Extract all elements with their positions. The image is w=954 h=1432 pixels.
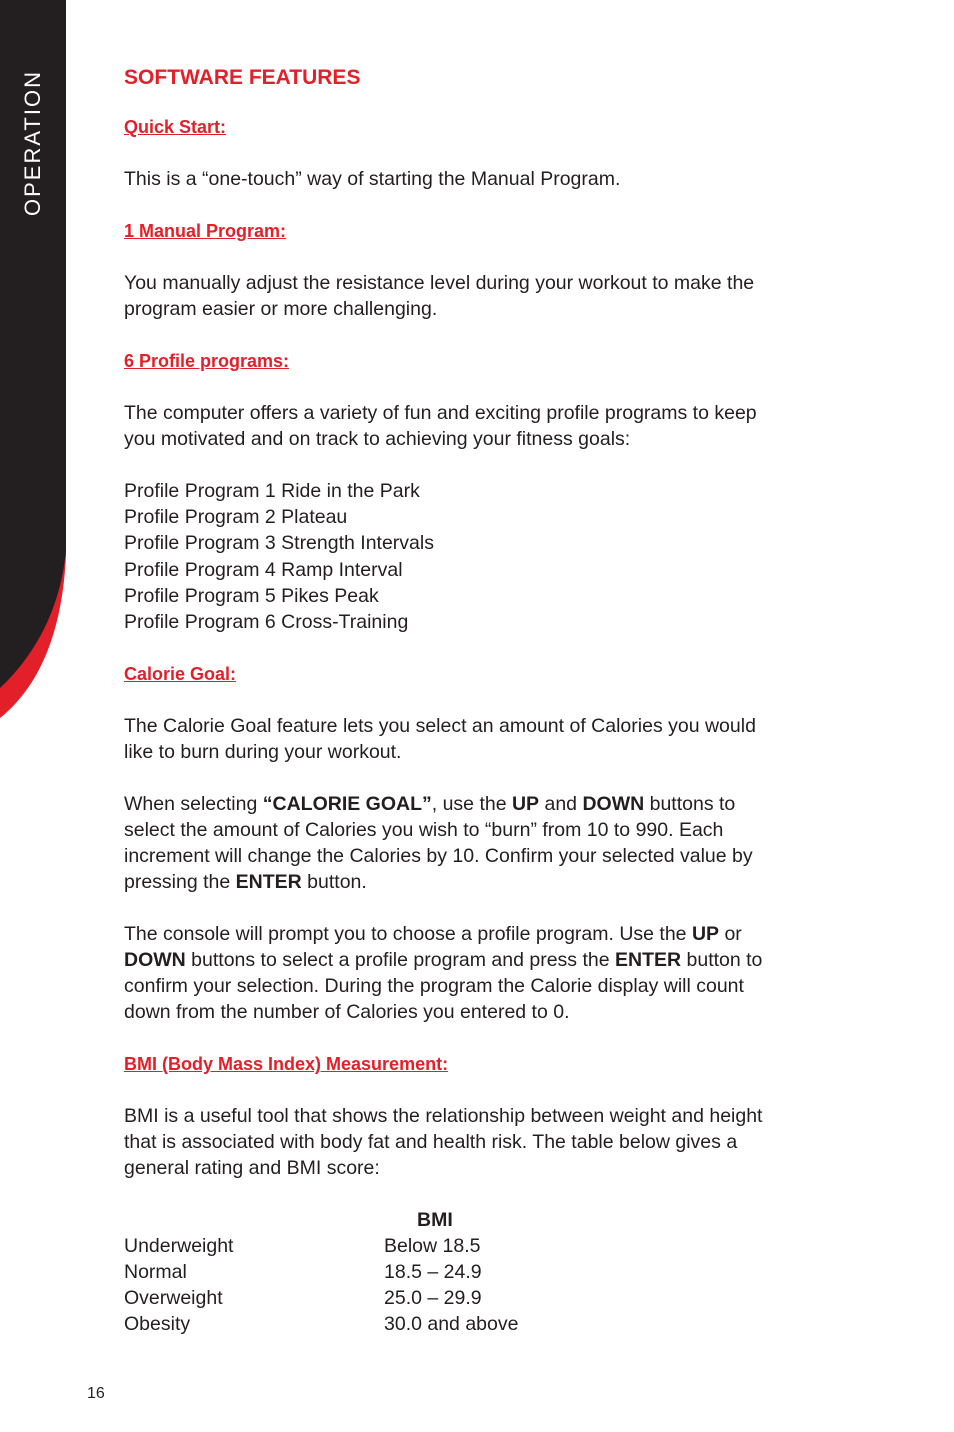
enter-button-term: ENTER xyxy=(235,871,302,894)
profile-programs-text xyxy=(124,400,864,452)
profile-program-list xyxy=(124,478,864,635)
bmi-value: 25.0 – 29.9 xyxy=(384,1287,482,1310)
calorie-goal-term: “CALORIE GOAL” xyxy=(262,793,432,816)
text-run: buttons to select a profile program and press the xyxy=(185,949,615,972)
bmi-line: that is associated with body fat and health risk. The table below gives a xyxy=(124,1131,738,1154)
down-button-term: DOWN xyxy=(582,793,645,816)
page-title: SOFTWARE FEATURES xyxy=(124,66,361,89)
table-row xyxy=(124,1285,864,1311)
bmi-table-header xyxy=(124,1207,864,1233)
bmi-category: Underweight xyxy=(124,1235,234,1258)
list-item: Profile Program 3 Strength Intervals xyxy=(124,532,434,555)
side-tab-label: OPERATION xyxy=(20,70,45,216)
down-button-term: DOWN xyxy=(124,949,186,972)
bmi-heading: BMI (Body Mass Index) Measurement: xyxy=(124,1054,449,1075)
bmi-category: Normal xyxy=(124,1261,187,1284)
main-content xyxy=(124,62,864,1337)
bmi-column-header: BMI xyxy=(417,1209,453,1232)
manual-program-text xyxy=(124,270,864,322)
enter-button-term: ENTER xyxy=(615,949,682,972)
manual-line: program easier or more challenging. xyxy=(124,298,438,320)
manual-line: You manually adjust the resistance level during your workout to make the xyxy=(124,272,755,294)
text-run: button to xyxy=(681,949,763,972)
up-button-term: UP xyxy=(511,793,540,816)
profiles-line: The computer offers a variety of fun and exciting profile programs to keep xyxy=(124,402,757,424)
list-item: Profile Program 6 Cross-Training xyxy=(124,611,409,634)
calorie-intro-line: like to burn during your workout. xyxy=(124,741,402,764)
text-run: and xyxy=(539,793,583,816)
text-run: The console will prompt you to choose a profile program. Use the xyxy=(124,923,692,946)
text-run: confirm your selection. During the program the Calorie display will count xyxy=(124,975,744,998)
bmi-category: Overweight xyxy=(124,1287,223,1310)
up-button-term: UP xyxy=(691,923,720,946)
bmi-value: Below 18.5 xyxy=(384,1235,481,1258)
calorie-goal-profile-prompt xyxy=(124,921,864,1025)
list-item: Profile Program 5 Pikes Peak xyxy=(124,584,379,607)
list-item: Profile Program 1 Ride in the Park xyxy=(124,480,420,502)
table-row xyxy=(124,1233,864,1259)
side-tab xyxy=(0,0,66,720)
table-row xyxy=(124,1311,864,1337)
text-run: or xyxy=(719,923,742,946)
calorie-goal-heading: Calorie Goal: xyxy=(124,664,237,685)
quick-start-text: This is a “one-touch” way of starting the Manual Program. xyxy=(124,168,621,190)
page-number: 16 xyxy=(87,1385,105,1402)
text-run: pressing the xyxy=(124,871,236,894)
text-run: down from the number of Calories you entered to 0. xyxy=(124,1001,570,1024)
calorie-goal-intro xyxy=(124,713,864,765)
bmi-value: 30.0 and above xyxy=(384,1313,519,1336)
profiles-line: you motivated and on track to achieving your fitness goals: xyxy=(124,428,631,450)
bmi-value: 18.5 – 24.9 xyxy=(384,1261,482,1284)
bmi-table xyxy=(124,1207,864,1337)
table-row xyxy=(124,1259,864,1285)
text-run: increment will change the Calories by 10. Confirm your selected value by xyxy=(124,845,753,868)
text-run: buttons to xyxy=(644,793,736,816)
bmi-line: BMI is a useful tool that shows the relationship between weight and height xyxy=(124,1105,763,1128)
text-run: When selecting xyxy=(124,793,263,816)
text-run: button. xyxy=(301,871,367,894)
list-item: Profile Program 2 Plateau xyxy=(124,506,348,529)
calorie-intro-line: The Calorie Goal feature lets you select an amount of Calories you would xyxy=(124,715,756,738)
calorie-goal-instructions xyxy=(124,791,864,895)
manual-program-heading: 1 Manual Program: xyxy=(124,221,287,241)
bmi-intro xyxy=(124,1103,864,1181)
text-run: select the amount of Calories you wish to “burn” from 10 to 990. Each xyxy=(124,819,724,842)
text-run: , use the xyxy=(431,793,512,816)
quick-start-heading: Quick Start: xyxy=(124,117,227,137)
bmi-category: Obesity xyxy=(124,1313,191,1336)
bmi-line: general rating and BMI score: xyxy=(124,1157,380,1180)
list-item: Profile Program 4 Ramp Interval xyxy=(124,558,403,581)
profile-programs-heading: 6 Profile programs: xyxy=(124,351,290,371)
